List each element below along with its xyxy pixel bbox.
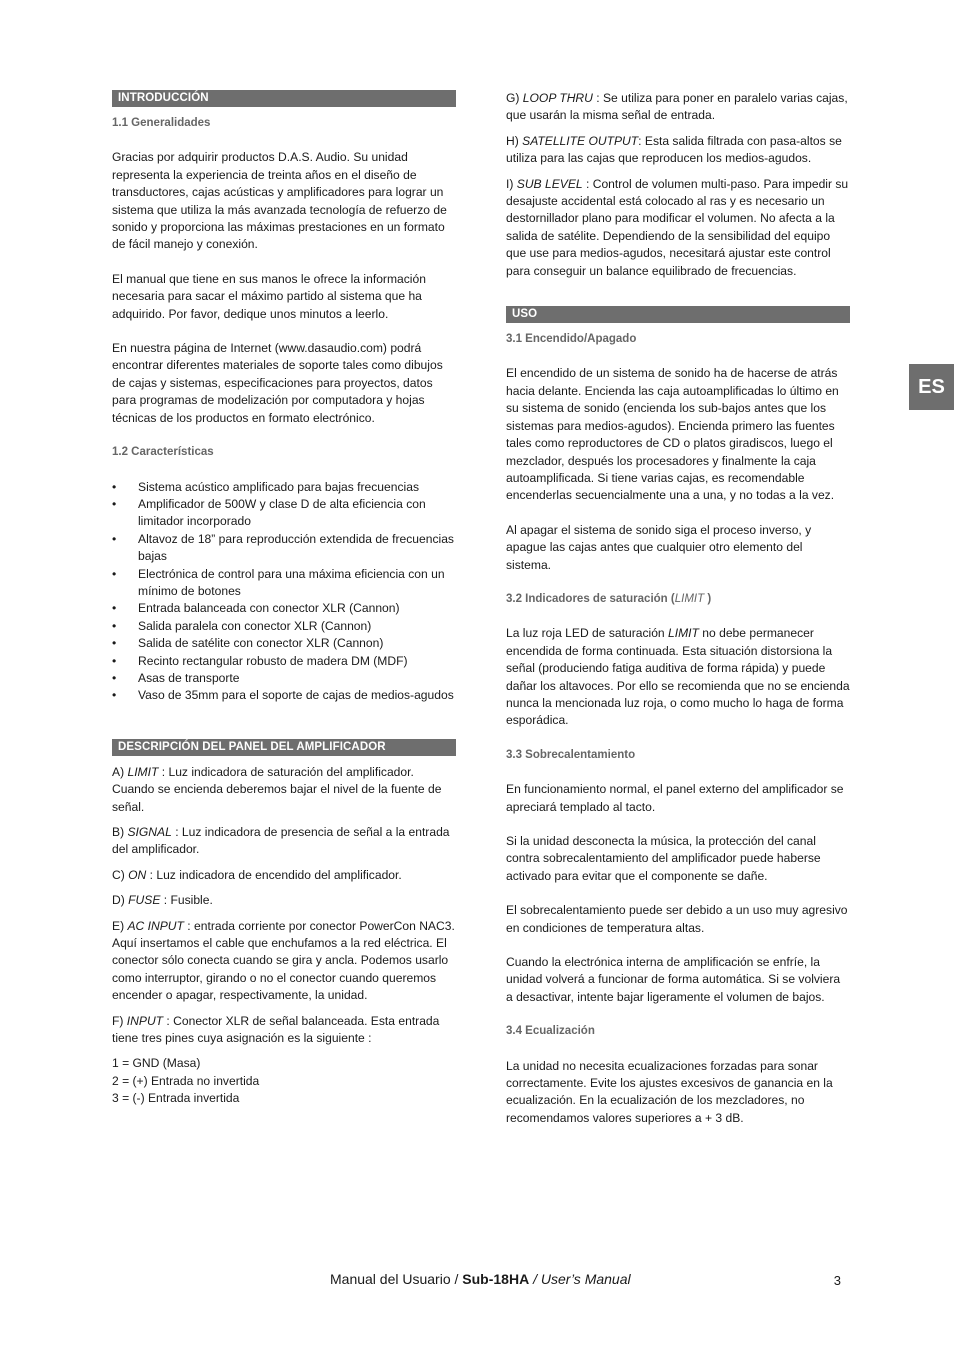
feature-item: • Amplificador de 500W y clase D de alta eficiencia con limitador incorporado — [112, 496, 456, 531]
panel-item-h: H) SATELLITE OUTPUT: Esta salida filtrada con pasa-altos se utiliza para las cajas que reproducen los medios-agudos. — [506, 133, 842, 166]
feature-item: • Sistema acústico amplificado para bajas frecuencias — [112, 479, 456, 496]
footer-model: Sub-18HA — [462, 1271, 530, 1287]
pin-3: 3 = (-) Entrada invertida — [112, 1091, 240, 1106]
page-number: 3 — [833, 1273, 841, 1288]
panel-item-f: F) INPUT : Conector XLR de señal balanceada. Esta entrada tiene tres pines cuya asignación es la siguiente : — [112, 1013, 440, 1046]
intro-paragraph-3: En nuestra página de Internet (www.dasaudio.com) podrá encontrar diferentes materiales de soporte tales como dibujos de cajas y sistemas, especificaciones para proyectos, datos para programas de modelización por computadora y hojas técnicas de los productos en formato electrónico. — [112, 341, 443, 425]
language-tab: ES — [909, 364, 954, 410]
feature-item: • Vaso de 35mm para el soporte de cajas de medios-agudos — [112, 687, 456, 704]
panel-item-g: G) LOOP THRU : Se utiliza para poner en paralelo varias cajas, que usarán la misma señal de entrada. — [506, 91, 848, 123]
section-3-3-paragraph-3: El sobrecalentamiento puede ser debido a un uso muy agresivo en condiciones de temperatura altas. — [506, 903, 848, 935]
right-column — [506, 90, 850, 1127]
section-3-1-title: 3.1 Encendido/Apagado — [506, 333, 637, 346]
feature-item: • Asas de transporte — [112, 670, 456, 687]
section-1-2-title: 1.2 Características — [112, 446, 214, 459]
features-list — [112, 479, 456, 705]
section-3-3-paragraph-2: Si la unidad desconecta la música, la protección del canal contra sobrecalentamiento del amplificador puede haberse activado para evitar que el componente se dañe. — [506, 834, 821, 883]
panel-item-b: B) SIGNAL : Luz indicadora de presencia de señal a la entrada del amplificador. — [112, 825, 450, 857]
section-3-1-paragraph-1: El encendido de un sistema de sonido ha de hacerse de atrás hacia delante. Encienda las caja autoamplificadas lo último en su sistema de sonido (encienda los sub-bajos antes que los sistemas para medios-agudos). Encienda primero las fuentes tales como reproductores de CD o platos giradiscos, luego el mezclador, después los procesadores y finalmente la caja autoamplificada. Si tiene varias cajas, es recomendable encenderlas secuencialmente una a una, y no todas a la vez. — [506, 366, 839, 503]
section-3-3-paragraph-4: Cuando la electrónica interna de amplificación se enfríe, la unidad volverá a funcionar de forma automática. Si se volviera a desactivar, intente bajar ligeramente el volumen de bajos. — [506, 955, 841, 1004]
feature-item: • Salida paralela con conector XLR (Cannon) — [112, 618, 456, 635]
panel-heading: DESCRIPCIÓN DEL PANEL DEL AMPLIFICADOR — [112, 739, 456, 756]
panel-item-c: C) ON : Luz indicadora de encendido del amplificador. — [112, 867, 402, 882]
feature-item: • Recinto rectangular robusto de madera DM (MDF) — [112, 653, 456, 670]
uso-heading: USO — [506, 306, 850, 323]
section-1-1-title: 1.1 Generalidades — [112, 117, 211, 129]
footer-manual-label: Manual del Usuario / — [330, 1271, 463, 1287]
section-3-3-paragraph-1: En funcionamiento normal, el panel externo del amplificador se apreciará templado al tacto. — [506, 782, 844, 814]
section-3-1-paragraph-2: Al apagar el sistema de sonido siga el proceso inverso, y apague las cajas antes que cualquier otro elemento del sistema. — [506, 522, 812, 572]
intro-paragraph-1: Gracias por adquirir productos D.A.S. Audio. Su unidad representa la experiencia de treinta años en el diseño de transductores, cajas acústicas y amplificadores para lograr un sistema que utiliza la más avanzada tecnología de refuerzo de sonido y proporciona las máximas prestaciones en un formato de fácil manejo y conexión. — [112, 150, 447, 252]
page-footer — [330, 1269, 850, 1289]
footer-users-manual: / User’s Manual — [529, 1271, 631, 1287]
panel-item-e: E) AC INPUT : entrada corriente por conector PowerCon NAC3. Aquí insertamos el cable que enchufamos a la red eléctrica. El conector sólo conecta cuando se gira y ancla. Podemos usarlo como interruptor, girando o no el conector cuando queremos encender o apagar, respectivamente, la unidad. — [112, 918, 455, 1003]
panel-item-a: A) LIMIT : Luz indicadora de saturación del amplificador. Cuando se encienda deberemos bajar el nivel de la fuente de señal. — [112, 764, 442, 814]
pin-2: 2 = (+) Entrada no invertida — [112, 1073, 260, 1088]
section-3-2-title: 3.2 Indicadores de saturación (LIMIT ) — [506, 592, 712, 605]
section-3-2-paragraph: La luz roja LED de saturación LIMIT no debe permanecer encendida de forma continuada. Esta situación distorsiona la señal (produciendo fatiga auditiva de forma rápida) y puede dañar los altavoces. Por ello se recomienda que no se encienda nunca la mencionada luz roja, o como mucho lo haga de forma esporádica. — [506, 626, 850, 728]
intro-heading: INTRODUCCIÓN — [112, 90, 456, 107]
pin-1: 1 = GND (Masa) — [112, 1056, 201, 1071]
panel-item-d: D) FUSE : Fusible. — [112, 893, 213, 908]
panel-item-i: I) SUB LEVEL : Control de volumen multi-paso. Para impedir su desajuste accidental está colocado al ras y es necesario un destornillador plano para modificar el volumen. No afecta a la salida de satélite. Dependiendo de la sensibilidad del equipo que use para medios-agudos, necesitará ajustar este control para conseguir un balance equilibrado de frecuencias. — [506, 176, 849, 278]
section-3-4-paragraph: La unidad no necesita ecualizaciones forzadas para sonar correctamente. Evite los ajustes excesivos de ganancia en la ecualización. En la ecualización de los mezcladores, no recomendamos valores superiores a + 3 dB. — [506, 1058, 833, 1125]
intro-paragraph-2: El manual que tiene en sus manos le ofrece la información necesaria para sacar el máximo partido al sistema que ha adquirido. Por favor, dedique unos minutos a leerlo. — [112, 271, 426, 321]
feature-item: • Entrada balanceada con conector XLR (Cannon) — [112, 600, 456, 617]
feature-item: • Electrónica de control para una máxima eficiencia con un mínimo de botones — [112, 566, 456, 601]
feature-item: • Altavoz de 18” para reproducción extendida de frecuencias bajas — [112, 531, 456, 566]
left-column — [112, 90, 456, 1108]
section-3-3-title: 3.3 Sobrecalentamiento — [506, 748, 636, 761]
section-3-4-title: 3.4 Ecualización — [506, 1025, 595, 1038]
feature-item: • Salida de satélite con conector XLR (Cannon) — [112, 635, 456, 652]
